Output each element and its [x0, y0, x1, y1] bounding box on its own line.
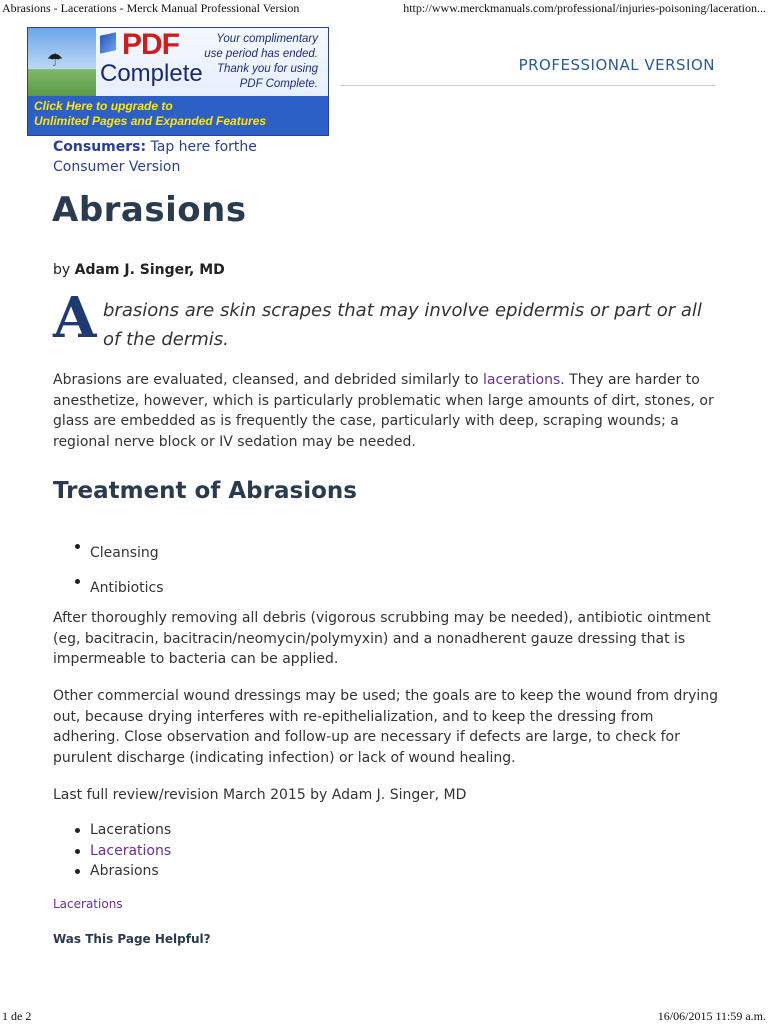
intro-paragraph: [53, 370, 723, 452]
print-page-number: 1 de 2: [2, 1009, 32, 1023]
pdf-complete-banner[interactable]: [27, 27, 329, 136]
intro-text-start: Abrasions are evaluated, cleansed, and debrided similarly to: [53, 372, 484, 388]
page-helpful-prompt[interactable]: Was This Page Helpful?: [53, 932, 211, 946]
treatment-paragraph-2: Other commercial wound dressings may be used; the goals are to keep the wound from drying out, because drying interferes with re-epithelialization, and to keep the dressing from adhering. Close observation and follow-up are necessary if defects are large, to check for purulent discharge (indicating infection) or lack of wound healing.: [53, 688, 719, 766]
byline-prefix: by: [53, 262, 71, 278]
note-line: Your complimentary: [216, 33, 318, 45]
topic-item-abrasions: Abrasions: [73, 861, 171, 882]
list-item: Cleansing: [73, 536, 164, 571]
section-heading-treatment: Treatment of Abrasions: [53, 478, 357, 504]
lacerations-inline-link[interactable]: lacerations: [483, 372, 561, 388]
list-item: Antibiotics: [73, 571, 164, 606]
note-line: use period has ended.: [204, 48, 318, 60]
page-title: Abrasions: [52, 190, 247, 230]
lede-text: brasions are skin scrapes that may involve epidermis or part or all of the dermis.: [103, 300, 702, 350]
topic-list: [73, 820, 171, 882]
topic-link-lacerations[interactable]: Lacerations: [73, 841, 171, 862]
pdf-banner-note: [198, 32, 318, 92]
topic-item-lacerations: Lacerations: [73, 820, 171, 841]
note-line: Thank you for using: [216, 63, 318, 75]
consumer-version-callout: [53, 137, 257, 177]
print-page-url: http://www.merckmanuals.com/professional/injuries-poisoning/laceration...: [403, 1, 766, 15]
umbrella-figure-icon: ☂: [46, 50, 64, 71]
pdf-logo-image: [28, 28, 96, 96]
print-timestamp: 16/06/2015 11:59 a.m.: [657, 1009, 766, 1023]
review-note: Last full review/revision March 2015 by Adam J. Singer, MD: [53, 787, 467, 803]
print-footer: [0, 1006, 768, 1024]
professional-version-label[interactable]: PROFESSIONAL VERSION: [518, 56, 715, 74]
author-name: Adam J. Singer, MD: [74, 262, 225, 278]
header-divider: [340, 85, 716, 86]
consumer-version-link-line2[interactable]: Consumer Version: [53, 159, 181, 175]
pdf-stack-icon: [100, 32, 116, 53]
print-header: [0, 0, 768, 16]
treatment-paragraph-1: After thoroughly removing all debris (vigorous scrubbing may be needed), antibiotic ointment (eg, bacitracin, bacitracin/neomycin/polymyxin) and a nonadherent gauze dressing that is impermeable to bacteria can be applied.: [53, 610, 711, 667]
cta-line: Unlimited Pages and Expanded Features: [34, 114, 267, 128]
upgrade-link[interactable]: [28, 96, 328, 136]
complete-logo-text: Complete: [100, 60, 203, 87]
consumer-version-link[interactable]: Tap here forthe: [150, 139, 257, 155]
pdf-banner-top: [28, 28, 328, 96]
byline: [53, 262, 225, 278]
drop-cap: A: [53, 285, 97, 351]
consumers-label: Consumers:: [53, 139, 147, 155]
treatment-list: [73, 536, 164, 606]
note-line: PDF Complete.: [239, 78, 318, 90]
print-page-title: Abrasions - Lacerations - Merck Manual Professional Version: [2, 1, 300, 15]
cta-line: Click Here to upgrade to: [34, 99, 173, 113]
lacerations-footer-link[interactable]: Lacerations: [53, 897, 123, 911]
pdf-logo-text: PDF: [122, 28, 179, 61]
intro-text-end: . They are harder to anesthetize, however, which is particularly problematic when large amounts of dirt, stones, or glass are embedded as is frequently the case, particularly with deep, scraping wounds; a regional nerve block or IV sedation may be needed.: [53, 372, 714, 450]
